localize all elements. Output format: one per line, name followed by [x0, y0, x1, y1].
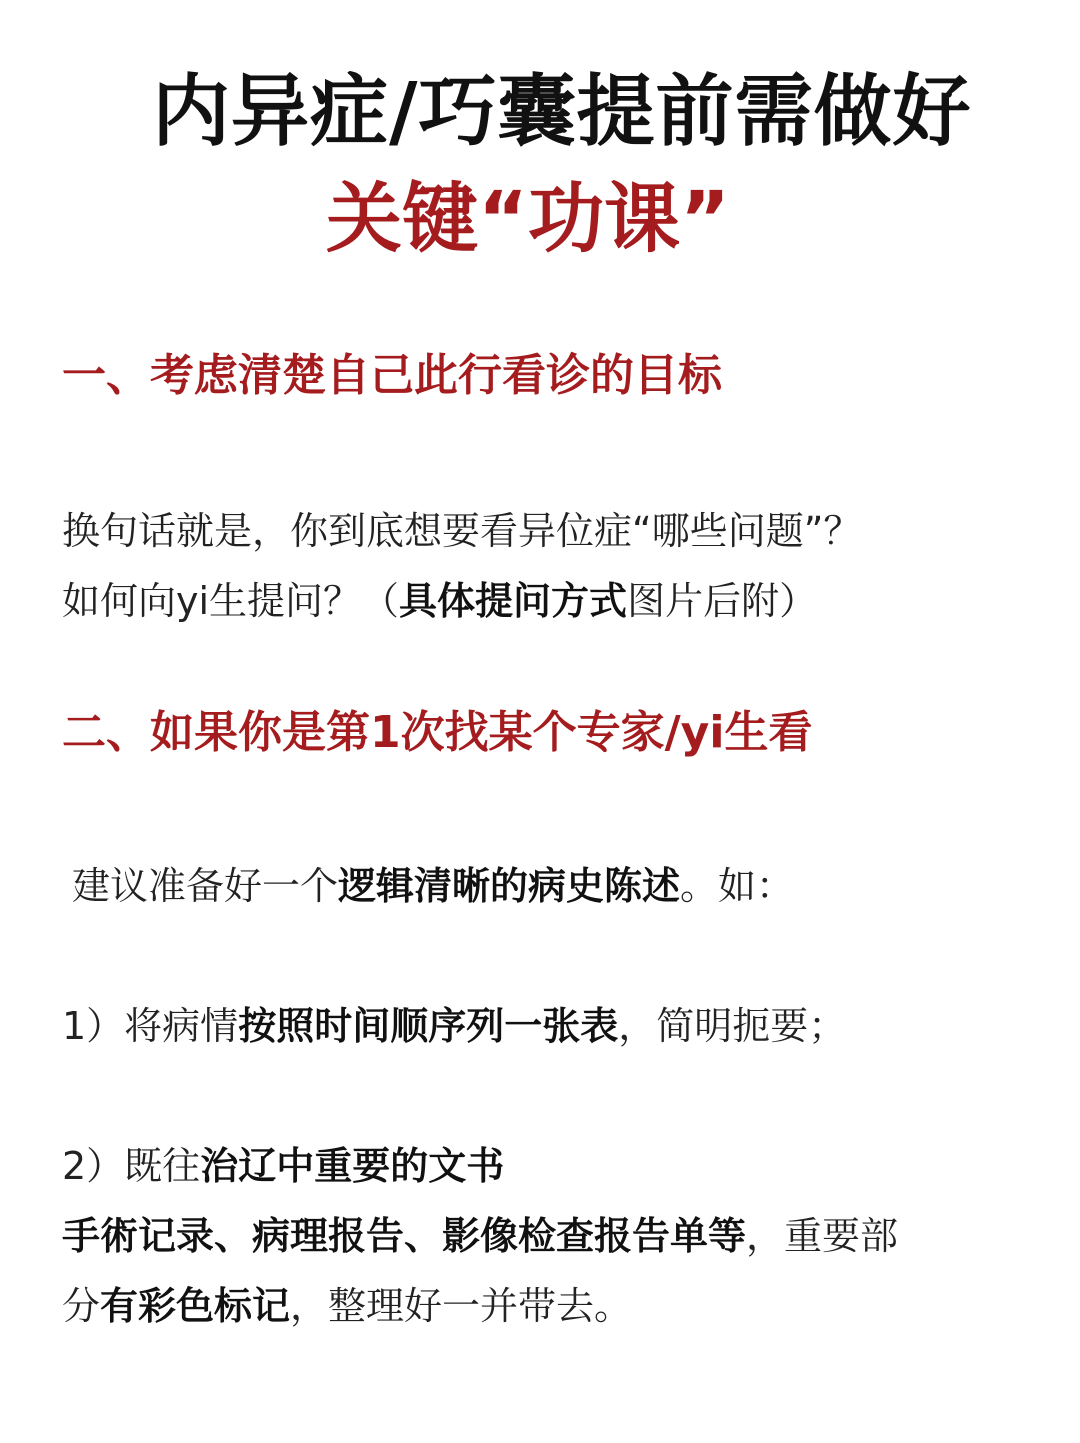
section-1-line-1: 换句话就是，你到底想要看异位症“哪些问题”？ — [62, 509, 862, 553]
section-2-intro-text-c: 。如： — [680, 864, 795, 908]
list-item-1-text-a: 1）将病情 — [62, 1004, 239, 1048]
section-1-line-2 — [62, 566, 1022, 636]
list-item-2-line-1 — [62, 1131, 1022, 1201]
list-item-2-line-3-text-a: 分 — [62, 1284, 101, 1328]
list-item-2-line-2-bold: 手術记录、病理报告、影像检查报告单等 — [62, 1214, 747, 1258]
list-item-2-bold: 治辽中重要的文书 — [200, 1144, 505, 1188]
list-item-1-text-c: ，简明扼要； — [618, 1004, 847, 1048]
section-2-intro-text-a: 建议准备好一个 — [72, 864, 339, 908]
page-subtitle: 关键“功课” — [326, 174, 730, 263]
section-2-intro — [72, 851, 1032, 921]
section-1-heading: 一、考虑清楚自己此行看诊的目标 — [62, 350, 722, 401]
page-title: 内异症/巧囊提前需做好 — [152, 67, 972, 157]
section-1-line-2-text-c: 图片后附） — [627, 579, 818, 623]
list-item-2-line-2 — [62, 1201, 1022, 1271]
list-item-2-line-2-text-c: ，重要部 — [746, 1214, 899, 1258]
list-item-2-text-a: 2）既往 — [62, 1144, 201, 1188]
section-2-intro-bold: 逻辑清晰的病史陈述 — [338, 864, 681, 908]
section-1-line-2-bold: 具体提问方式 — [399, 579, 628, 623]
list-item-2-line-3 — [62, 1271, 1022, 1341]
list-item-1 — [62, 991, 1022, 1061]
list-item-2-line-3-text-c: ，整理好一并带去。 — [290, 1284, 633, 1328]
list-item-1-bold: 按照时间顺序列一张表 — [238, 1004, 619, 1048]
list-item-2-line-3-bold: 有彩色标记 — [100, 1284, 291, 1328]
section-1-line-2-text-a: 如何向yi生提问？（ — [62, 579, 400, 623]
section-2-heading: 二、如果你是第1次找某个专家/yi生看 — [62, 707, 813, 758]
